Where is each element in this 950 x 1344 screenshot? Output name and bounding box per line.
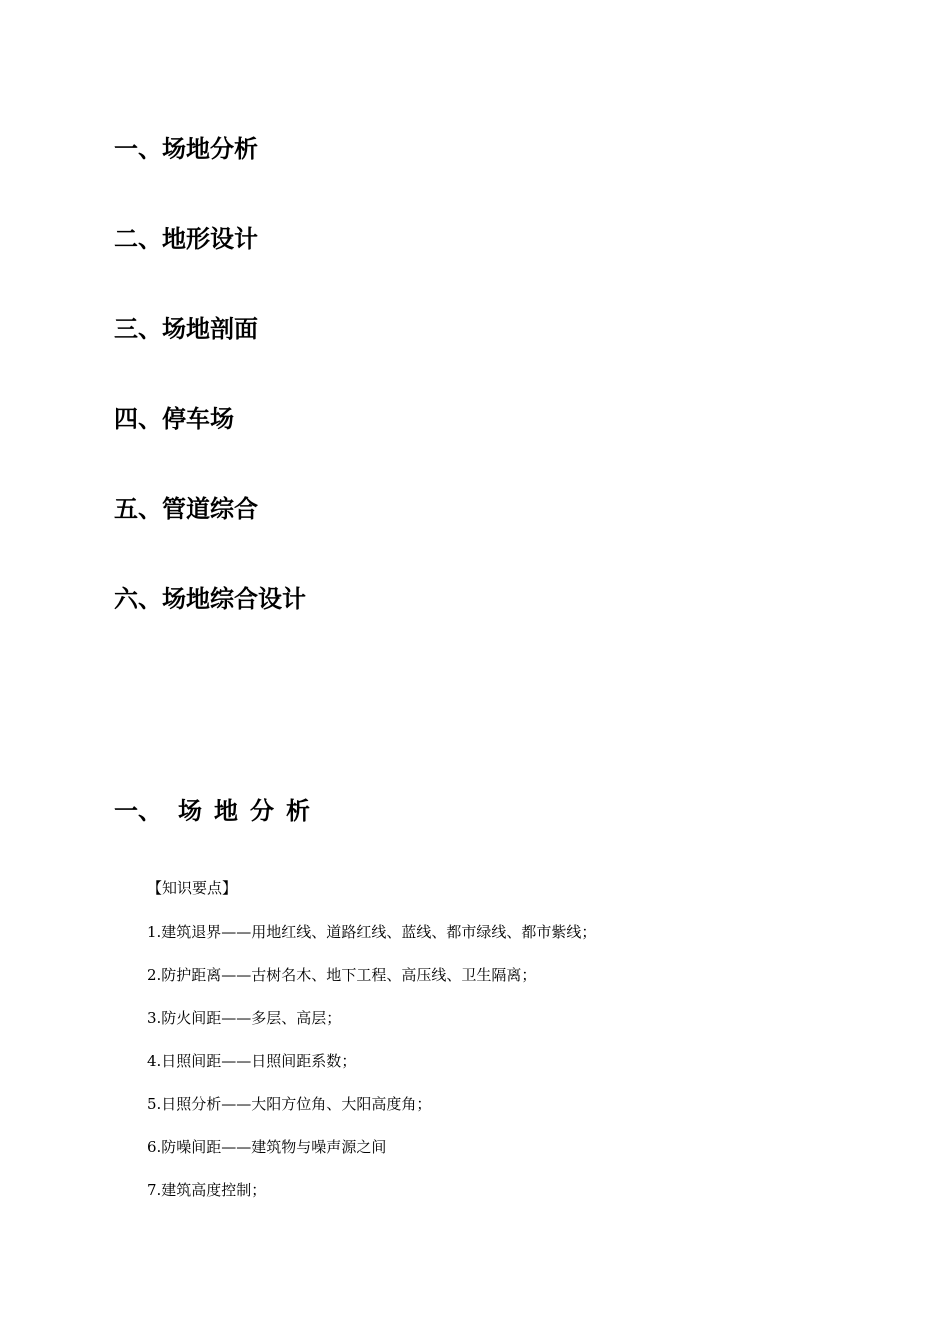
section-number: 一、	[114, 797, 162, 825]
knowledge-point-2: 2.防护距离——古树名木、地下工程、高压线、卫生隔离；	[147, 966, 537, 984]
knowledge-point-6: 6.防噪间距——建筑物与噪声源之间	[147, 1138, 387, 1156]
section-heading	[114, 790, 322, 832]
knowledge-point-4: 4.日照间距——日照间距系数；	[147, 1052, 357, 1070]
knowledge-points-title: 【知识要点】	[147, 879, 238, 897]
knowledge-point-5: 5.日照分析——大阳方位角、大阳高度角；	[147, 1095, 432, 1113]
toc-item-6: 六、场地综合设计	[114, 585, 306, 613]
knowledge-points-list	[147, 920, 596, 1221]
knowledge-point-3: 3.防火间距——多层、高层；	[147, 1009, 342, 1027]
section-title: 场地分析	[178, 797, 322, 825]
knowledge-point-1: 1.建筑退界——用地红线、道路红线、蓝线、都市绿线、都市紫线；	[147, 923, 597, 941]
toc-item-1: 一、场地分析	[114, 135, 258, 163]
knowledge-point-7: 7.建筑高度控制；	[147, 1181, 267, 1199]
toc-item-3: 三、场地剖面	[114, 315, 258, 343]
toc-item-4: 四、停车场	[114, 405, 234, 433]
toc-item-2: 二、地形设计	[114, 225, 258, 253]
table-of-contents	[114, 128, 306, 668]
toc-item-5: 五、管道综合	[114, 495, 258, 523]
